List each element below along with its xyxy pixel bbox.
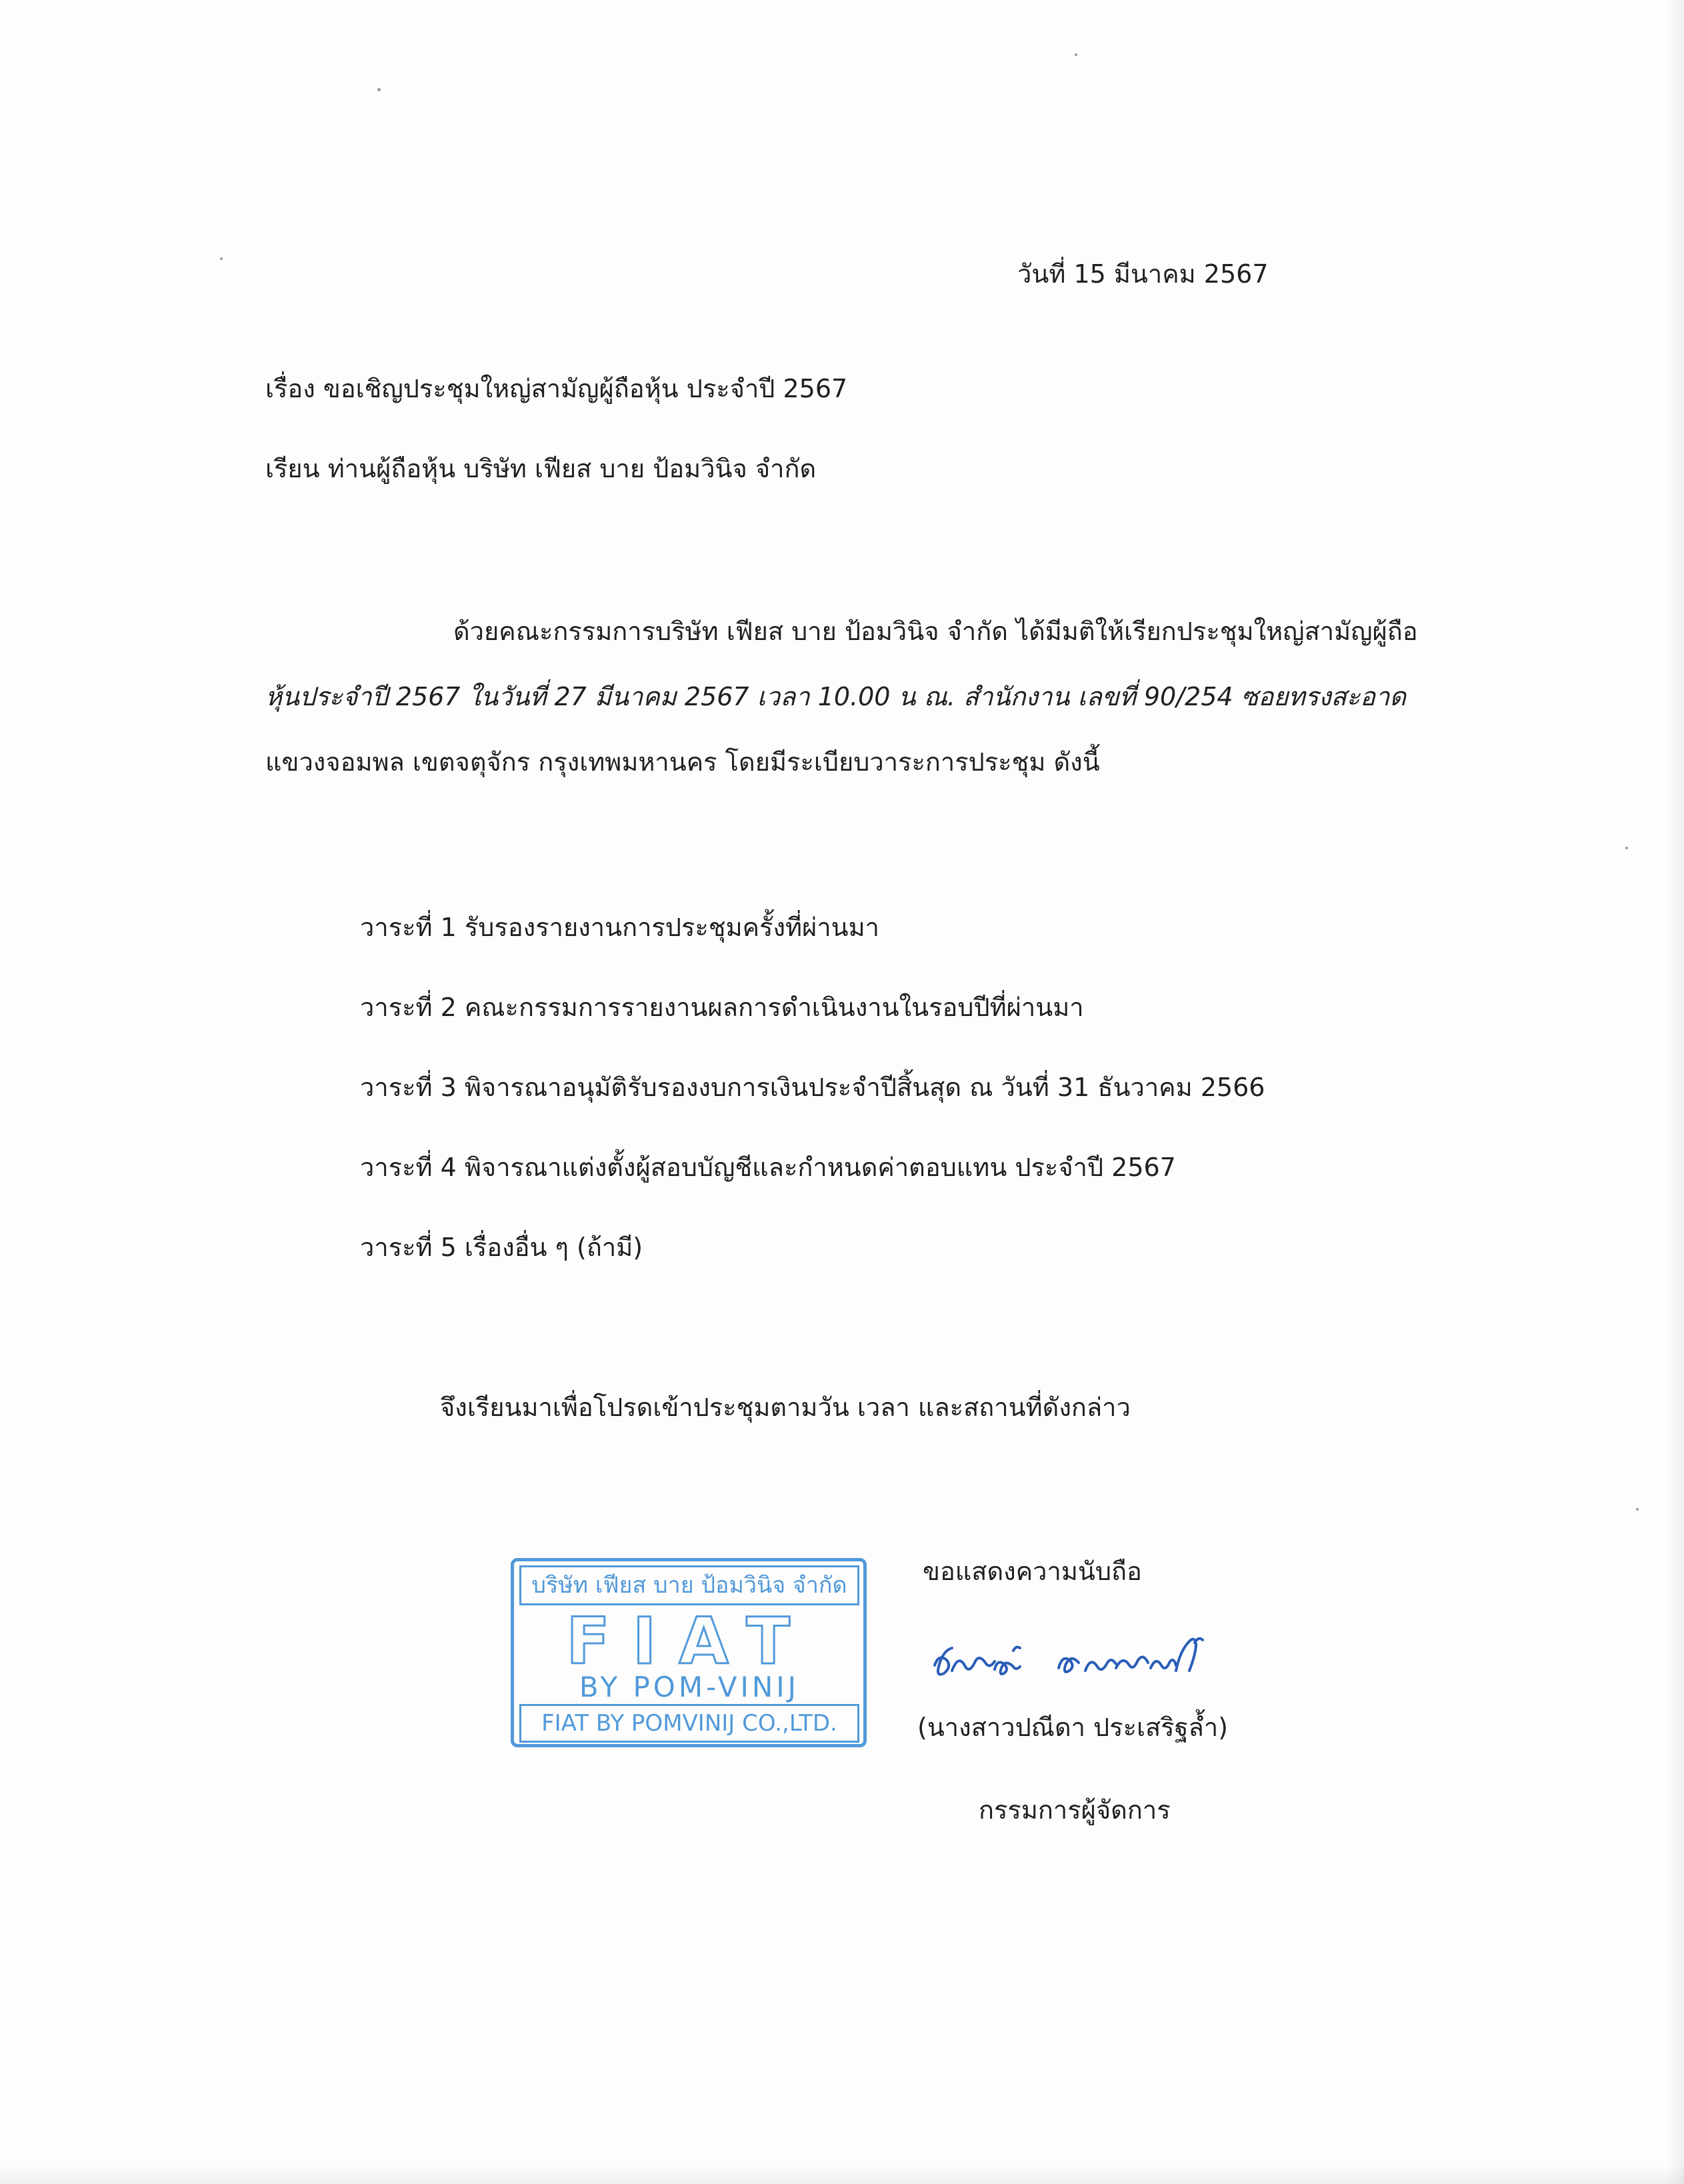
company-stamp <box>511 1558 867 1747</box>
agenda-item-1: วาระที่ 1 รับรองรายงานการประชุมครั้งที่ผ่านมา <box>360 913 880 942</box>
scan-speck <box>1075 53 1077 56</box>
stamp-brand: FIAT <box>566 1604 813 1679</box>
scan-speck <box>1636 1508 1639 1511</box>
stamp-english-name: FIAT BY POMVINIJ CO.,LTD. <box>519 1704 859 1743</box>
scan-speck <box>1625 847 1628 849</box>
scan-speck <box>377 88 381 91</box>
body-line-1: ด้วยคณะกรรมการบริษัท เฟียส บาย ป้อมวินิจ จำกัด ได้มีมติให้เรียกประชุมใหญ่สามัญผู้ถือ <box>453 617 1418 646</box>
regards-line: ขอแสดงความนับถือ <box>923 1557 1142 1586</box>
letter-recipient: เรียน ท่านผู้ถือหุ้น บริษัท เฟียส บาย ป้อมวินิจ จำกัด <box>265 454 817 483</box>
body-line-2: หุ้นประจำปี 2567 ในวันที่ 27 มีนาคม 2567 เวลา 10.00 น ณ. สำนักงาน เลขที่ 90/254 ซอยทรงสะอาด <box>265 682 1406 711</box>
closing-line: จึงเรียนมาเพื่อโปรดเข้าประชุมตามวัน เวลา และสถานที่ดังกล่าว <box>440 1393 1131 1422</box>
scan-speck <box>220 257 223 260</box>
agenda-item-5: วาระที่ 5 เรื่องอื่น ๆ (ถ้ามี) <box>360 1233 643 1262</box>
agenda-item-2: วาระที่ 2 คณะกรรมการรายงานผลการดำเนินงานในรอบปีที่ผ่านมา <box>360 993 1084 1022</box>
letter-subject: เรื่อง ขอเชิญประชุมใหญ่สามัญผู้ถือหุ้น ประจำปี 2567 <box>265 374 848 403</box>
scan-edge-shadow-bottom <box>0 2164 1684 2184</box>
agenda-item-3: วาระที่ 3 พิจารณาอนุมัติรับรองงบการเงินประจำปีสิ้นสุด ณ วันที่ 31 ธันวาคม 2566 <box>360 1073 1265 1102</box>
agenda-item-4: วาระที่ 4 พิจารณาแต่งตั้งผู้สอบบัญชีและกำหนดค่าตอบแทน ประจำปี 2567 <box>360 1153 1176 1182</box>
signer-title: กรรมการผู้จัดการ <box>979 1795 1171 1825</box>
handwritten-signature <box>928 1624 1215 1691</box>
scan-edge-shadow <box>1667 0 1684 2184</box>
signer-name: (นางสาวปณีดา ประเสริฐล้ำ) <box>917 1713 1228 1742</box>
stamp-subtitle: BY POM-VINIJ <box>579 1672 800 1703</box>
stamp-thai-name: บริษัท เฟียส บาย ป้อมวินิจ จำกัด <box>519 1565 859 1605</box>
body-line-3: แขวงจอมพล เขตจตุจักร กรุงเทพมหานคร โดยมีระเบียบวาระการประชุม ดังนี้ <box>265 747 1100 777</box>
letter-date: วันที่ 15 มีนาคม 2567 <box>1017 259 1269 289</box>
